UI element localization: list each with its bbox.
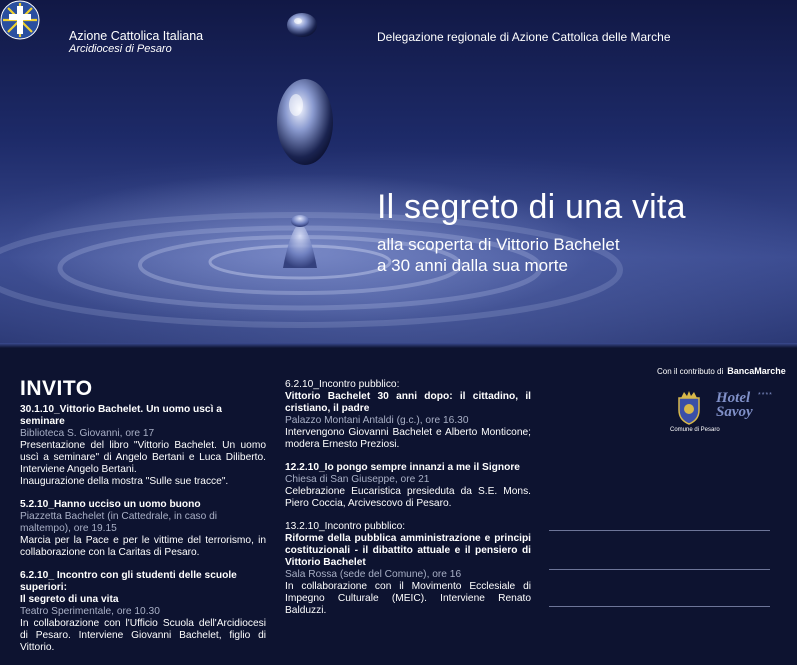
event-title: Il segreto di una vita — [20, 594, 119, 605]
contribution-line — [657, 366, 786, 376]
program-column-1 — [20, 404, 266, 665]
main-title: Il segreto di una vita — [377, 188, 686, 226]
bank-logo-text: BancaMarche — [727, 366, 786, 376]
subtitle — [377, 234, 620, 276]
comune-label: Comune di Pesaro — [670, 427, 720, 433]
event-description: Marcia per la Pace e per le vittime del terrorismo, in collaborazione con la Caritas di Pesaro. — [20, 535, 266, 558]
event-description: Presentazione del libro "Vittorio Bachelet. Un uomo uscì a seminare" di Angelo Bertani e Luca Diliberto. Interviene Angelo Bertani. — [20, 440, 266, 475]
delegation-text: Delegazione regionale di Azione Cattolica delle Marche — [377, 30, 671, 44]
event-heading: 6.2.10_Incontro pubblico: — [285, 379, 400, 390]
event-description: In collaborazione con il Movimento Ecclesiale di Impegno Culturale (MEIC). Interviene Renato Balduzzi. — [285, 581, 531, 616]
event-item — [20, 570, 266, 654]
hotel-logo-line-2: Savoy — [716, 404, 753, 420]
blank-line — [549, 569, 770, 570]
hotel-stars: **** — [758, 392, 773, 399]
event-item — [20, 499, 266, 559]
event-place: Chiesa di San Giuseppe, ore 21 — [285, 474, 430, 485]
contribution-label: Con il contributo di — [657, 367, 724, 376]
event-heading: 12.2.10_Io pongo sempre innanzi a me il Signore — [285, 462, 520, 473]
blank-line — [549, 530, 770, 531]
event-item — [285, 521, 531, 617]
event-description: In collaborazione con l'Ufficio Scuola dell'Arcidiocesi di Pesaro. Interviene Giovanni Bachelet, figlio di Vittorio. — [20, 618, 266, 653]
org-name: Azione Cattolica Italiana — [69, 29, 204, 43]
event-place: Teatro Sperimentale, ore 10.30 — [20, 606, 160, 617]
event-place: Piazzetta Bachelet (in Cattedrale, in caso di maltempo), ore 19.15 — [20, 511, 218, 534]
azione-cattolica-logo — [0, 0, 40, 40]
hotel-logo — [716, 391, 753, 419]
event-description: Celebrazione Eucaristica presieduta da S.E. Mons. Piero Coccia, Arcivescovo di Pesaro. — [285, 486, 531, 509]
event-place: Biblioteca S. Giovanni, ore 17 — [20, 428, 155, 439]
event-item — [285, 462, 531, 510]
event-item — [285, 379, 531, 451]
event-item — [20, 404, 266, 488]
hotel-logo-line-1: Hotel — [716, 390, 751, 406]
subtitle-line-2: a 30 anni dalla sua morte — [377, 256, 568, 275]
event-heading: 30.1.10_Vittorio Bachelet. Un uomo uscì a seminare — [20, 404, 222, 427]
event-description: Intervengono Giovanni Bachelet e Alberto Monticone; modera Ernesto Preziosi. — [285, 427, 531, 450]
invito-heading: INVITO — [20, 377, 93, 400]
event-extra: Inaugurazione della mostra "Sulle sue tracce". — [20, 476, 229, 487]
event-place: Sala Rossa (sede del Comune), ore 16 — [285, 569, 462, 580]
event-place: Palazzo Montani Antaldi (g.c.), ore 16.30 — [285, 415, 469, 426]
event-title: Riforme della pubblica amministrazione e principi costituzionali - il dibattito attuale e il pensiero di Vittorio Bachelet — [285, 533, 531, 568]
blank-line — [549, 606, 770, 607]
event-heading: 13.2.10_Incontro pubblico: — [285, 521, 406, 532]
event-heading: 6.2.10_ Incontro con gli studenti delle scuole superiori: — [20, 570, 237, 593]
comune-crest-icon — [674, 390, 704, 426]
event-title: Vittorio Bachelet 30 anni dopo: il cittadino, il cristiano, il padre — [285, 391, 531, 414]
program-column-2 — [285, 379, 531, 628]
subtitle-line-1: alla scoperta di Vittorio Bachelet — [377, 235, 620, 254]
event-heading: 5.2.10_Hanno ucciso un uomo buono — [20, 499, 201, 510]
org-subtitle: Arcidiocesi di Pesaro — [69, 43, 172, 55]
